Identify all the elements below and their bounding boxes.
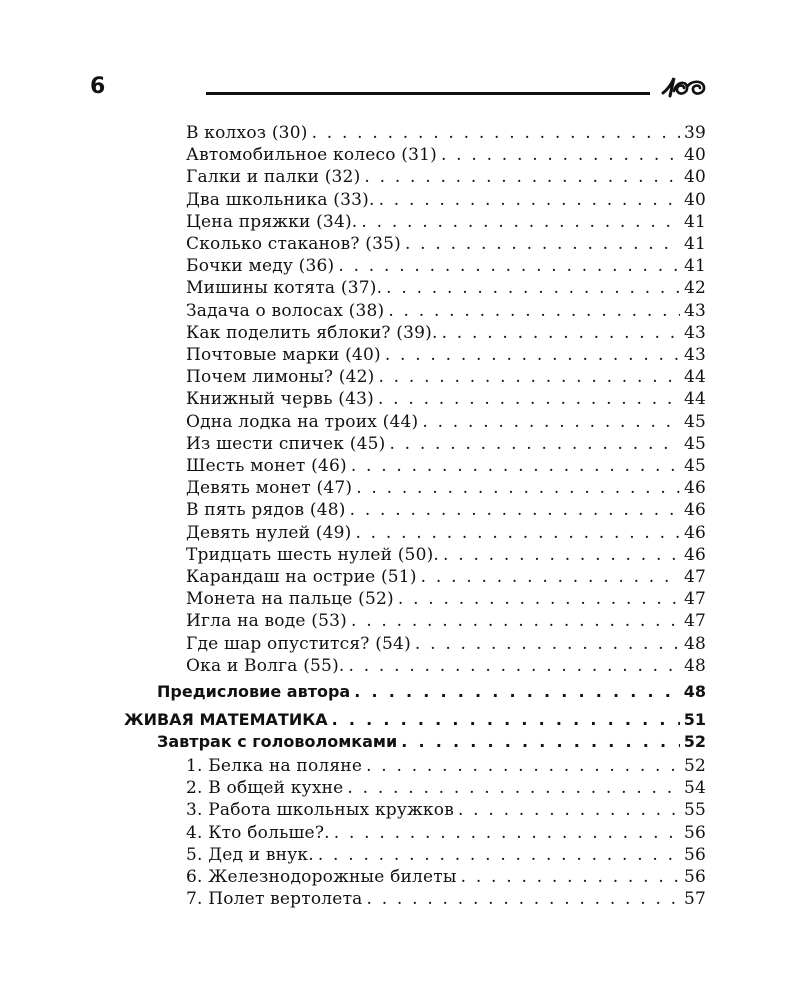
toc-sub-entry bbox=[186, 799, 706, 821]
toc-sub-entry bbox=[186, 888, 706, 910]
toc-entry-title: 6. Железнодорожные билеты bbox=[186, 867, 457, 887]
toc-preface-title: Предисловие автора bbox=[157, 682, 351, 701]
dot-leader bbox=[442, 322, 680, 344]
toc-entry-title: Одна лодка на троих (44) bbox=[186, 411, 419, 432]
toc-entry-page: 42 bbox=[683, 278, 706, 299]
dot-leader bbox=[334, 822, 680, 844]
toc-entry-title: Как поделить яблоки? (39). bbox=[186, 322, 438, 343]
toc-entry-page: 54 bbox=[683, 778, 706, 799]
toc-entry bbox=[186, 499, 706, 521]
dot-leader bbox=[378, 366, 680, 388]
publisher-logo-icon bbox=[660, 74, 708, 100]
toc-entry-title: 4. Кто больше?. bbox=[186, 822, 330, 843]
toc-part-title: ЖИВАЯ МАТЕМАТИКА bbox=[124, 710, 328, 729]
toc-entry-title: Цена пряжки (34). bbox=[186, 211, 358, 232]
dot-leader bbox=[421, 566, 680, 588]
dot-leader bbox=[361, 211, 680, 233]
toc-entry bbox=[186, 655, 706, 677]
toc-entry-title: Почтовые марки (40) bbox=[186, 345, 381, 365]
dot-leader bbox=[351, 455, 680, 477]
dot-leader bbox=[386, 277, 680, 299]
toc-entry bbox=[186, 477, 706, 499]
toc-entry-title: 2. В общей кухне bbox=[186, 778, 344, 799]
toc-entry-page: 39 bbox=[683, 123, 706, 143]
toc-sub-entry bbox=[186, 866, 706, 888]
toc-chapter-page: 52 bbox=[683, 732, 706, 751]
dot-leader bbox=[351, 610, 680, 632]
toc-entry bbox=[186, 544, 706, 566]
dot-leader bbox=[388, 300, 680, 322]
toc-entry-title: В колхоз (30) bbox=[186, 123, 308, 143]
toc-preface bbox=[157, 681, 706, 703]
dot-leader bbox=[398, 588, 680, 610]
toc-entry-page: 56 bbox=[683, 844, 706, 865]
dot-leader bbox=[441, 144, 680, 166]
toc-entry bbox=[186, 277, 706, 299]
dot-leader bbox=[401, 731, 680, 753]
toc-entry-title: 1. Белка на поляне bbox=[186, 756, 363, 776]
toc-entry-title: Два школьника (33). bbox=[186, 189, 375, 210]
dot-leader bbox=[389, 433, 680, 455]
toc-entry-title: Книжный червь (43) bbox=[186, 389, 374, 410]
dot-leader bbox=[443, 544, 680, 566]
toc-entry bbox=[186, 211, 706, 233]
toc-entry-title: Галки и палки (32) bbox=[186, 167, 361, 188]
toc-entry-title: 5. Дед и внук. bbox=[186, 844, 314, 865]
toc-entry-page: 46 bbox=[683, 522, 706, 543]
dot-leader bbox=[338, 255, 680, 277]
dot-leader bbox=[356, 477, 680, 499]
dot-leader bbox=[350, 499, 680, 521]
toc-entry bbox=[186, 610, 706, 632]
toc-entry-title: Автомобильное колесо (31) bbox=[186, 145, 437, 166]
toc-part bbox=[124, 709, 706, 731]
toc-entry-page: 56 bbox=[683, 822, 706, 843]
dot-leader bbox=[347, 777, 680, 799]
toc-entry-page: 55 bbox=[683, 800, 706, 821]
toc-entry-page: 40 bbox=[683, 145, 706, 166]
dot-leader bbox=[458, 799, 680, 821]
toc-entry-title: Шесть монет (46) bbox=[186, 456, 347, 476]
dot-leader bbox=[366, 755, 680, 777]
toc-entry bbox=[186, 322, 706, 344]
toc-entry-title: Игла на воде (53) bbox=[186, 611, 347, 632]
toc-entry-page: 46 bbox=[683, 478, 706, 499]
toc-entry-page: 48 bbox=[683, 655, 706, 676]
toc-entry bbox=[186, 433, 706, 455]
toc-entry-title: Тридцать шесть нулей (50). bbox=[186, 544, 440, 565]
toc-entry-title: Из шести спичек (45) bbox=[186, 433, 386, 454]
toc-entry-title: Девять нулей (49) bbox=[186, 522, 352, 543]
toc-entry-title: В пять рядов (48) bbox=[186, 500, 346, 521]
toc-chapter-title: Завтрак с головоломками bbox=[157, 732, 398, 751]
toc-entry bbox=[186, 122, 706, 144]
toc-entry-title: Мишины котята (37). bbox=[186, 278, 383, 299]
toc-entry-page: 43 bbox=[683, 300, 706, 321]
toc-entry-page: 46 bbox=[683, 500, 706, 521]
toc-entry bbox=[186, 455, 706, 477]
toc-entry-title: Карандаш на острие (51) bbox=[186, 567, 417, 587]
toc-entry bbox=[186, 144, 706, 166]
dot-leader bbox=[364, 166, 680, 188]
toc-entry bbox=[186, 411, 706, 433]
toc-entry bbox=[186, 633, 706, 655]
toc-entry-page: 52 bbox=[683, 756, 706, 776]
toc-entry bbox=[186, 566, 706, 588]
dot-leader bbox=[422, 411, 680, 433]
toc-entry-page: 40 bbox=[683, 167, 706, 188]
toc-entry-title: Почем лимоны? (42) bbox=[186, 367, 375, 388]
toc-entry-page: 46 bbox=[683, 544, 706, 565]
toc-preface-page: 48 bbox=[683, 682, 706, 701]
toc-sub-entry bbox=[186, 844, 706, 866]
toc-entry-page: 41 bbox=[683, 234, 706, 254]
dot-leader bbox=[405, 233, 680, 255]
toc-entry bbox=[186, 300, 706, 322]
toc-entry-page: 43 bbox=[683, 345, 706, 365]
toc-entry bbox=[186, 388, 706, 410]
toc-sub-entry bbox=[186, 755, 706, 777]
toc-entry bbox=[186, 255, 706, 277]
toc-entry-page: 41 bbox=[683, 211, 706, 232]
toc-entry-title: Где шар опустится? (54) bbox=[186, 633, 411, 654]
dot-leader bbox=[349, 655, 680, 677]
toc-entry-page: 45 bbox=[683, 411, 706, 432]
toc-entry-page: 44 bbox=[683, 367, 706, 388]
dot-leader bbox=[318, 844, 680, 866]
toc-entry-title: Задача о волосах (38) bbox=[186, 300, 385, 321]
toc-entry-page: 45 bbox=[683, 433, 706, 454]
toc-entry-title: 7. Полет вертолета bbox=[186, 889, 363, 910]
toc-entry bbox=[186, 166, 706, 188]
toc-entry-title: Девять монет (47) bbox=[186, 478, 353, 499]
toc-entry bbox=[186, 344, 706, 366]
dot-leader bbox=[332, 709, 680, 731]
toc-entry-page: 56 bbox=[683, 867, 706, 887]
dot-leader bbox=[354, 681, 680, 703]
toc-entry-page: 41 bbox=[683, 256, 706, 277]
toc-entry-page: 48 bbox=[683, 633, 706, 654]
dot-leader bbox=[367, 888, 680, 910]
toc-sub-entry bbox=[186, 822, 706, 844]
toc-entry-title: Сколько стаканов? (35) bbox=[186, 234, 401, 254]
toc-entry-page: 43 bbox=[683, 322, 706, 343]
toc-entry-page: 47 bbox=[683, 589, 706, 610]
toc-entry bbox=[186, 189, 706, 211]
page-number: 6 bbox=[90, 74, 106, 99]
toc-entry-title: 3. Работа школьных кружков bbox=[186, 800, 454, 821]
toc-entry-page: 40 bbox=[683, 189, 706, 210]
dot-leader bbox=[385, 344, 680, 366]
dot-leader bbox=[379, 189, 680, 211]
toc-entry-page: 45 bbox=[683, 456, 706, 476]
dot-leader bbox=[378, 388, 680, 410]
dot-leader bbox=[461, 866, 680, 888]
toc-entry bbox=[186, 366, 706, 388]
toc-sub-entry bbox=[186, 777, 706, 799]
toc-entry-title: Ока и Волга (55). bbox=[186, 655, 345, 676]
toc-entry bbox=[186, 522, 706, 544]
toc-entry bbox=[186, 233, 706, 255]
header-rule bbox=[206, 92, 650, 95]
dot-leader bbox=[355, 522, 679, 544]
toc-entry-page: 57 bbox=[683, 889, 706, 910]
page-header bbox=[0, 0, 800, 110]
toc-chapter bbox=[157, 731, 706, 753]
toc-entry-page: 47 bbox=[683, 567, 706, 587]
toc-entry bbox=[186, 588, 706, 610]
dot-leader bbox=[312, 122, 680, 144]
toc-entry-title: Бочки меду (36) bbox=[186, 256, 335, 277]
toc-entry-page: 47 bbox=[683, 611, 706, 632]
toc-entry-page: 44 bbox=[683, 389, 706, 410]
toc-entry-title: Монета на пальце (52) bbox=[186, 589, 394, 610]
dot-leader bbox=[415, 633, 680, 655]
toc-part-page: 51 bbox=[683, 710, 706, 729]
